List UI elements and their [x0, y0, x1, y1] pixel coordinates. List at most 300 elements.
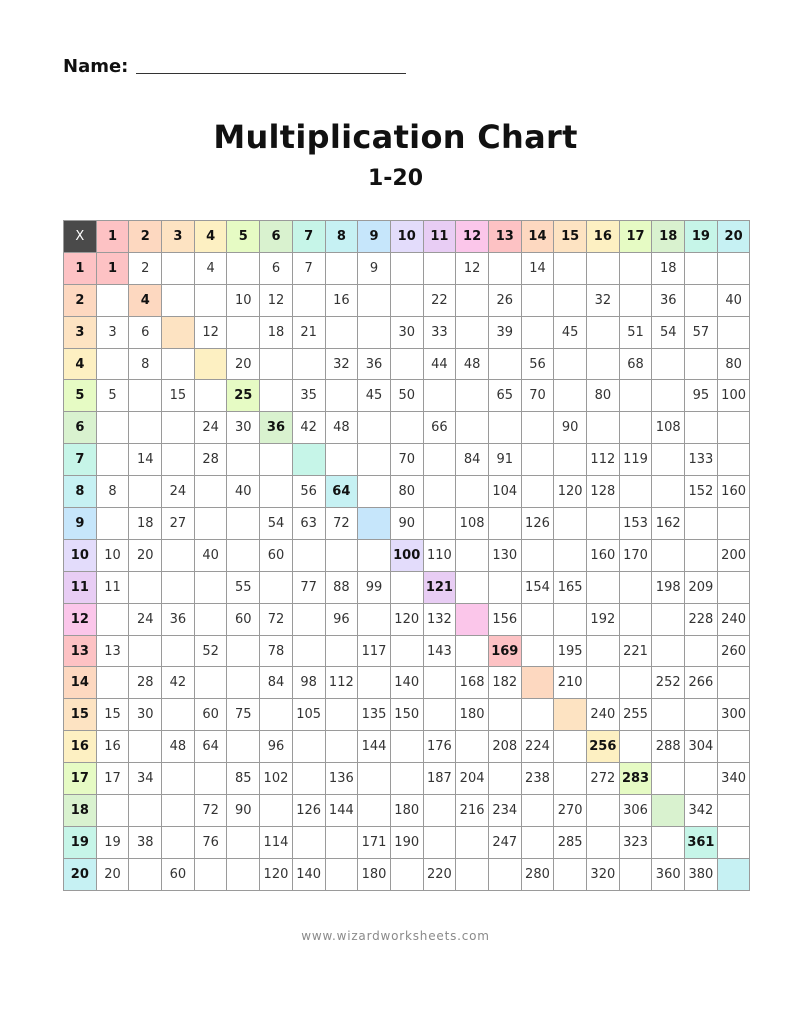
table-cell[interactable]: [717, 444, 750, 476]
table-cell[interactable]: [652, 476, 685, 508]
table-cell[interactable]: 54: [652, 316, 685, 348]
table-cell[interactable]: 80: [717, 348, 750, 380]
table-cell[interactable]: 80: [390, 476, 423, 508]
table-cell[interactable]: 133: [685, 444, 718, 476]
table-cell[interactable]: [194, 603, 227, 635]
table-cell[interactable]: 32: [325, 348, 358, 380]
table-cell[interactable]: [652, 539, 685, 571]
table-cell[interactable]: 221: [619, 635, 652, 667]
table-cell[interactable]: [358, 795, 391, 827]
table-cell[interactable]: 96: [260, 731, 293, 763]
diagonal-cell[interactable]: [521, 667, 554, 699]
table-cell[interactable]: [96, 284, 129, 316]
diagonal-cell[interactable]: [194, 348, 227, 380]
diagonal-cell[interactable]: [554, 699, 587, 731]
table-cell[interactable]: 9: [358, 252, 391, 284]
table-cell[interactable]: 60: [260, 539, 293, 571]
table-cell[interactable]: 154: [521, 571, 554, 603]
table-cell[interactable]: 120: [554, 476, 587, 508]
table-cell[interactable]: 160: [587, 539, 620, 571]
table-cell[interactable]: 16: [325, 284, 358, 316]
table-cell[interactable]: [717, 571, 750, 603]
diagonal-cell[interactable]: [652, 795, 685, 827]
table-cell[interactable]: [96, 508, 129, 540]
table-cell[interactable]: 52: [194, 635, 227, 667]
table-cell[interactable]: [587, 316, 620, 348]
table-cell[interactable]: [292, 603, 325, 635]
table-cell[interactable]: [554, 603, 587, 635]
table-cell[interactable]: 85: [227, 763, 260, 795]
table-cell[interactable]: [129, 858, 162, 890]
table-cell[interactable]: [554, 539, 587, 571]
table-cell[interactable]: 36: [358, 348, 391, 380]
table-cell[interactable]: [652, 603, 685, 635]
table-cell[interactable]: 28: [129, 667, 162, 699]
table-cell[interactable]: [129, 412, 162, 444]
table-cell[interactable]: 266: [685, 667, 718, 699]
table-cell[interactable]: [227, 316, 260, 348]
table-cell[interactable]: [325, 858, 358, 890]
table-cell[interactable]: 22: [423, 284, 456, 316]
table-cell[interactable]: [717, 667, 750, 699]
diagonal-cell[interactable]: 256: [587, 731, 620, 763]
table-cell[interactable]: 33: [423, 316, 456, 348]
table-cell[interactable]: [194, 380, 227, 412]
table-cell[interactable]: 60: [162, 858, 195, 890]
name-blank-line[interactable]: [136, 72, 406, 74]
table-cell[interactable]: 300: [717, 699, 750, 731]
diagonal-cell[interactable]: 25: [227, 380, 260, 412]
table-cell[interactable]: [129, 635, 162, 667]
table-cell[interactable]: 216: [456, 795, 489, 827]
table-cell[interactable]: [162, 635, 195, 667]
table-cell[interactable]: [521, 476, 554, 508]
table-cell[interactable]: 102: [260, 763, 293, 795]
table-cell[interactable]: 6: [129, 316, 162, 348]
diagonal-cell[interactable]: [358, 508, 391, 540]
table-cell[interactable]: [619, 858, 652, 890]
table-cell[interactable]: [717, 412, 750, 444]
table-cell[interactable]: [358, 603, 391, 635]
table-cell[interactable]: [717, 795, 750, 827]
table-cell[interactable]: 42: [162, 667, 195, 699]
diagonal-cell[interactable]: 4: [129, 284, 162, 316]
table-cell[interactable]: [423, 508, 456, 540]
table-cell[interactable]: [619, 731, 652, 763]
table-cell[interactable]: [96, 603, 129, 635]
table-cell[interactable]: 238: [521, 763, 554, 795]
table-cell[interactable]: 270: [554, 795, 587, 827]
table-cell[interactable]: [423, 444, 456, 476]
table-cell[interactable]: 119: [619, 444, 652, 476]
table-cell[interactable]: 70: [390, 444, 423, 476]
table-cell[interactable]: 30: [129, 699, 162, 731]
table-cell[interactable]: [129, 380, 162, 412]
table-cell[interactable]: [325, 380, 358, 412]
table-cell[interactable]: [521, 444, 554, 476]
table-cell[interactable]: 68: [619, 348, 652, 380]
table-cell[interactable]: 6: [260, 252, 293, 284]
table-cell[interactable]: 240: [717, 603, 750, 635]
table-cell[interactable]: 99: [358, 571, 391, 603]
table-cell[interactable]: 18: [129, 508, 162, 540]
table-cell[interactable]: 104: [488, 476, 521, 508]
table-cell[interactable]: 15: [96, 699, 129, 731]
table-cell[interactable]: [652, 635, 685, 667]
table-cell[interactable]: 55: [227, 571, 260, 603]
name-field[interactable]: [63, 56, 406, 77]
table-cell[interactable]: [456, 826, 489, 858]
table-cell[interactable]: [358, 316, 391, 348]
table-cell[interactable]: 176: [423, 731, 456, 763]
table-cell[interactable]: [554, 284, 587, 316]
table-cell[interactable]: [456, 731, 489, 763]
table-cell[interactable]: 171: [358, 826, 391, 858]
table-cell[interactable]: [292, 731, 325, 763]
table-cell[interactable]: 72: [325, 508, 358, 540]
table-cell[interactable]: 63: [292, 508, 325, 540]
table-cell[interactable]: 252: [652, 667, 685, 699]
table-cell[interactable]: 190: [390, 826, 423, 858]
table-cell[interactable]: [162, 444, 195, 476]
table-cell[interactable]: 12: [456, 252, 489, 284]
table-cell[interactable]: 130: [488, 539, 521, 571]
table-cell[interactable]: 306: [619, 795, 652, 827]
table-cell[interactable]: 24: [129, 603, 162, 635]
table-cell[interactable]: [619, 476, 652, 508]
table-cell[interactable]: 144: [325, 795, 358, 827]
table-cell[interactable]: [652, 348, 685, 380]
table-cell[interactable]: 162: [652, 508, 685, 540]
table-cell[interactable]: [587, 252, 620, 284]
table-cell[interactable]: 209: [685, 571, 718, 603]
table-cell[interactable]: [554, 444, 587, 476]
table-cell[interactable]: [619, 412, 652, 444]
table-cell[interactable]: [390, 284, 423, 316]
table-cell[interactable]: 32: [587, 284, 620, 316]
table-cell[interactable]: [554, 508, 587, 540]
table-cell[interactable]: [325, 252, 358, 284]
table-cell[interactable]: [685, 763, 718, 795]
table-cell[interactable]: 19: [96, 826, 129, 858]
table-cell[interactable]: [162, 284, 195, 316]
table-cell[interactable]: [554, 858, 587, 890]
table-cell[interactable]: 304: [685, 731, 718, 763]
table-cell[interactable]: [96, 444, 129, 476]
table-cell[interactable]: 117: [358, 635, 391, 667]
table-cell[interactable]: 56: [292, 476, 325, 508]
table-cell[interactable]: 10: [227, 284, 260, 316]
table-cell[interactable]: [717, 731, 750, 763]
table-cell[interactable]: [325, 539, 358, 571]
table-cell[interactable]: [325, 826, 358, 858]
table-cell[interactable]: [554, 348, 587, 380]
table-cell[interactable]: 135: [358, 699, 391, 731]
diagonal-cell[interactable]: 169: [488, 635, 521, 667]
diagonal-cell[interactable]: [162, 316, 195, 348]
table-cell[interactable]: [390, 571, 423, 603]
table-cell[interactable]: 132: [423, 603, 456, 635]
table-cell[interactable]: [227, 731, 260, 763]
table-cell[interactable]: [619, 667, 652, 699]
table-cell[interactable]: [652, 699, 685, 731]
table-cell[interactable]: 36: [652, 284, 685, 316]
table-cell[interactable]: 340: [717, 763, 750, 795]
diagonal-cell[interactable]: 100: [390, 539, 423, 571]
table-cell[interactable]: [456, 412, 489, 444]
table-cell[interactable]: 144: [358, 731, 391, 763]
table-cell[interactable]: 208: [488, 731, 521, 763]
table-cell[interactable]: [96, 795, 129, 827]
table-cell[interactable]: 152: [685, 476, 718, 508]
table-cell[interactable]: 180: [358, 858, 391, 890]
table-cell[interactable]: [456, 539, 489, 571]
table-cell[interactable]: 320: [587, 858, 620, 890]
table-cell[interactable]: [717, 316, 750, 348]
table-cell[interactable]: [129, 476, 162, 508]
table-cell[interactable]: [260, 444, 293, 476]
table-cell[interactable]: 24: [194, 412, 227, 444]
table-cell[interactable]: [358, 444, 391, 476]
table-cell[interactable]: [260, 699, 293, 731]
table-cell[interactable]: [685, 635, 718, 667]
table-cell[interactable]: [685, 252, 718, 284]
table-cell[interactable]: 198: [652, 571, 685, 603]
table-cell[interactable]: [685, 284, 718, 316]
table-cell[interactable]: [194, 858, 227, 890]
table-cell[interactable]: [162, 412, 195, 444]
table-cell[interactable]: 7: [292, 252, 325, 284]
table-cell[interactable]: [227, 444, 260, 476]
table-cell[interactable]: 220: [423, 858, 456, 890]
diagonal-cell[interactable]: 283: [619, 763, 652, 795]
table-cell[interactable]: 234: [488, 795, 521, 827]
table-cell[interactable]: 24: [162, 476, 195, 508]
table-cell[interactable]: [227, 539, 260, 571]
table-cell[interactable]: [554, 731, 587, 763]
table-cell[interactable]: 105: [292, 699, 325, 731]
diagonal-cell[interactable]: 121: [423, 571, 456, 603]
table-cell[interactable]: [129, 731, 162, 763]
table-cell[interactable]: [652, 444, 685, 476]
table-cell[interactable]: [587, 508, 620, 540]
table-cell[interactable]: [587, 348, 620, 380]
table-cell[interactable]: 15: [162, 380, 195, 412]
table-cell[interactable]: 17: [96, 763, 129, 795]
table-cell[interactable]: [423, 699, 456, 731]
table-cell[interactable]: 48: [325, 412, 358, 444]
table-cell[interactable]: 48: [162, 731, 195, 763]
table-cell[interactable]: [260, 571, 293, 603]
table-cell[interactable]: 255: [619, 699, 652, 731]
table-cell[interactable]: 45: [554, 316, 587, 348]
table-cell[interactable]: [129, 571, 162, 603]
table-cell[interactable]: [260, 795, 293, 827]
table-cell[interactable]: 180: [390, 795, 423, 827]
table-cell[interactable]: [358, 667, 391, 699]
table-cell[interactable]: [717, 508, 750, 540]
table-cell[interactable]: 90: [390, 508, 423, 540]
table-cell[interactable]: [423, 826, 456, 858]
table-cell[interactable]: [162, 539, 195, 571]
table-cell[interactable]: 65: [488, 380, 521, 412]
diagonal-cell[interactable]: 361: [685, 826, 718, 858]
table-cell[interactable]: 40: [717, 284, 750, 316]
table-cell[interactable]: 44: [423, 348, 456, 380]
table-cell[interactable]: [521, 603, 554, 635]
table-cell[interactable]: [96, 667, 129, 699]
table-cell[interactable]: 288: [652, 731, 685, 763]
table-cell[interactable]: 126: [521, 508, 554, 540]
table-cell[interactable]: 72: [194, 795, 227, 827]
table-cell[interactable]: 247: [488, 826, 521, 858]
table-cell[interactable]: [390, 252, 423, 284]
table-cell[interactable]: [456, 316, 489, 348]
table-cell[interactable]: [194, 284, 227, 316]
table-cell[interactable]: 112: [587, 444, 620, 476]
table-cell[interactable]: [456, 380, 489, 412]
table-cell[interactable]: 18: [652, 252, 685, 284]
diagonal-cell[interactable]: [717, 858, 750, 890]
table-cell[interactable]: 64: [194, 731, 227, 763]
diagonal-cell[interactable]: 36: [260, 412, 293, 444]
table-cell[interactable]: [619, 252, 652, 284]
table-cell[interactable]: [423, 476, 456, 508]
table-cell[interactable]: [423, 667, 456, 699]
table-cell[interactable]: 323: [619, 826, 652, 858]
table-cell[interactable]: 30: [227, 412, 260, 444]
table-cell[interactable]: [292, 635, 325, 667]
table-cell[interactable]: 120: [260, 858, 293, 890]
table-cell[interactable]: [325, 699, 358, 731]
table-cell[interactable]: [292, 539, 325, 571]
table-cell[interactable]: 36: [162, 603, 195, 635]
table-cell[interactable]: 8: [96, 476, 129, 508]
table-cell[interactable]: 136: [325, 763, 358, 795]
table-cell[interactable]: 224: [521, 731, 554, 763]
table-cell[interactable]: [194, 508, 227, 540]
table-cell[interactable]: 168: [456, 667, 489, 699]
table-cell[interactable]: 60: [227, 603, 260, 635]
table-cell[interactable]: [96, 348, 129, 380]
table-cell[interactable]: [456, 284, 489, 316]
table-cell[interactable]: 114: [260, 826, 293, 858]
table-cell[interactable]: 84: [260, 667, 293, 699]
table-cell[interactable]: 21: [292, 316, 325, 348]
table-cell[interactable]: [292, 284, 325, 316]
table-cell[interactable]: [129, 795, 162, 827]
table-cell[interactable]: 140: [292, 858, 325, 890]
table-cell[interactable]: [162, 826, 195, 858]
table-cell[interactable]: [488, 348, 521, 380]
table-cell[interactable]: [423, 380, 456, 412]
table-cell[interactable]: [521, 412, 554, 444]
table-cell[interactable]: 77: [292, 571, 325, 603]
table-cell[interactable]: [587, 795, 620, 827]
table-cell[interactable]: [194, 763, 227, 795]
table-cell[interactable]: [358, 539, 391, 571]
table-cell[interactable]: 78: [260, 635, 293, 667]
table-cell[interactable]: [325, 444, 358, 476]
table-cell[interactable]: [587, 571, 620, 603]
table-cell[interactable]: 16: [96, 731, 129, 763]
table-cell[interactable]: 160: [717, 476, 750, 508]
table-cell[interactable]: [488, 763, 521, 795]
table-cell[interactable]: [162, 795, 195, 827]
table-cell[interactable]: 38: [129, 826, 162, 858]
table-cell[interactable]: [96, 412, 129, 444]
table-cell[interactable]: 260: [717, 635, 750, 667]
table-cell[interactable]: [162, 252, 195, 284]
table-cell[interactable]: 76: [194, 826, 227, 858]
table-cell[interactable]: [587, 667, 620, 699]
table-cell[interactable]: 51: [619, 316, 652, 348]
table-cell[interactable]: 8: [129, 348, 162, 380]
diagonal-cell[interactable]: [292, 444, 325, 476]
table-cell[interactable]: 150: [390, 699, 423, 731]
table-cell[interactable]: 98: [292, 667, 325, 699]
table-cell[interactable]: [619, 380, 652, 412]
table-cell[interactable]: 90: [554, 412, 587, 444]
table-cell[interactable]: [162, 348, 195, 380]
table-cell[interactable]: [390, 858, 423, 890]
table-cell[interactable]: [685, 348, 718, 380]
table-cell[interactable]: 156: [488, 603, 521, 635]
table-cell[interactable]: 180: [456, 699, 489, 731]
table-cell[interactable]: 5: [96, 380, 129, 412]
table-cell[interactable]: [685, 508, 718, 540]
table-cell[interactable]: [521, 826, 554, 858]
table-cell[interactable]: 13: [96, 635, 129, 667]
table-cell[interactable]: [652, 763, 685, 795]
table-cell[interactable]: [358, 284, 391, 316]
table-cell[interactable]: [227, 667, 260, 699]
table-cell[interactable]: 14: [129, 444, 162, 476]
table-cell[interactable]: 54: [260, 508, 293, 540]
table-cell[interactable]: 360: [652, 858, 685, 890]
table-cell[interactable]: [456, 635, 489, 667]
table-cell[interactable]: 108: [456, 508, 489, 540]
table-cell[interactable]: 10: [96, 539, 129, 571]
table-cell[interactable]: 90: [227, 795, 260, 827]
table-cell[interactable]: 50: [390, 380, 423, 412]
table-cell[interactable]: [194, 476, 227, 508]
table-cell[interactable]: 70: [521, 380, 554, 412]
table-cell[interactable]: [554, 252, 587, 284]
table-cell[interactable]: [652, 380, 685, 412]
table-cell[interactable]: [652, 826, 685, 858]
table-cell[interactable]: 110: [423, 539, 456, 571]
table-cell[interactable]: [521, 795, 554, 827]
table-cell[interactable]: [292, 826, 325, 858]
table-cell[interactable]: 20: [96, 858, 129, 890]
table-cell[interactable]: [488, 571, 521, 603]
table-cell[interactable]: [390, 635, 423, 667]
table-cell[interactable]: 60: [194, 699, 227, 731]
table-cell[interactable]: [292, 763, 325, 795]
table-cell[interactable]: 4: [194, 252, 227, 284]
table-cell[interactable]: 272: [587, 763, 620, 795]
table-cell[interactable]: 18: [260, 316, 293, 348]
table-cell[interactable]: 80: [587, 380, 620, 412]
table-cell[interactable]: [554, 380, 587, 412]
table-cell[interactable]: 40: [194, 539, 227, 571]
table-cell[interactable]: 143: [423, 635, 456, 667]
table-cell[interactable]: [619, 571, 652, 603]
table-cell[interactable]: [358, 476, 391, 508]
table-cell[interactable]: 39: [488, 316, 521, 348]
table-cell[interactable]: 48: [456, 348, 489, 380]
